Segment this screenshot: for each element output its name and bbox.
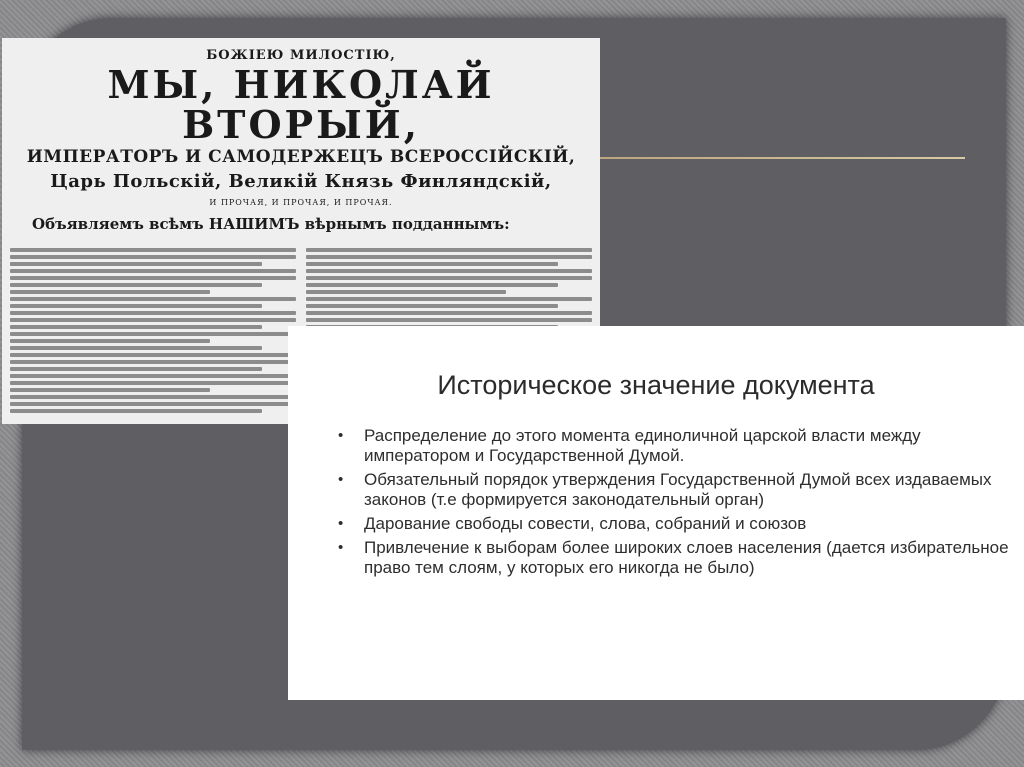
scan-text-line	[10, 360, 296, 364]
scan-text-line	[10, 388, 210, 392]
bullet-text: Привлечение к выборам более широких слоев населения (дается избирательное право тем слоям, у которых его никогда не было)	[364, 538, 1009, 577]
manifesto-line-2: МЫ, НИКОЛАЙ ВТОРЫЙ,	[107, 62, 495, 147]
bullet-dot-icon: •	[338, 427, 344, 444]
scan-text-line	[10, 255, 296, 259]
scan-text-line	[10, 297, 296, 301]
bullet-list	[334, 426, 1014, 582]
bullet-item	[334, 470, 1014, 510]
content-card	[288, 326, 1024, 700]
scan-text-line	[306, 262, 558, 266]
scan-text-line	[10, 339, 210, 343]
scan-text-line	[10, 332, 296, 336]
scan-text-line	[10, 325, 262, 329]
bullet-text: Обязательный порядок утверждения Государственной Думой всех издаваемых законов (т.е формируется законодательный орган)	[364, 470, 992, 509]
bullet-dot-icon: •	[338, 471, 344, 488]
scan-text-line	[10, 353, 296, 357]
scan-text-line	[306, 269, 592, 273]
scan-text-line	[306, 255, 592, 259]
scan-text-line	[10, 283, 262, 287]
scan-text-line	[10, 409, 262, 413]
bullet-item	[334, 538, 1014, 578]
scan-text-line	[10, 304, 262, 308]
bullet-dot-icon: •	[338, 515, 344, 532]
scan-text-line	[306, 283, 558, 287]
manifesto-column-left	[10, 248, 296, 418]
manifesto-line-1: БОЖІЕЮ МИЛОСТІЮ,	[206, 48, 396, 63]
bullet-item	[334, 426, 1014, 466]
scan-text-line	[10, 262, 262, 266]
scan-text-line	[10, 395, 296, 399]
scan-text-line	[306, 248, 592, 252]
scan-text-line	[306, 276, 592, 280]
scan-text-line	[306, 311, 592, 315]
scan-text-line	[306, 304, 558, 308]
scan-text-line	[10, 269, 296, 273]
bullet-dot-icon: •	[338, 539, 344, 556]
scan-text-line	[306, 318, 592, 322]
scan-text-line	[10, 318, 296, 322]
scan-text-line	[306, 297, 592, 301]
manifesto-line-6: Объявляемъ всѣмъ НАШИМЪ вѣрнымъ подданнымъ:	[32, 215, 510, 233]
scan-text-line	[10, 402, 296, 406]
manifesto-line-3: ИМПЕРАТОРЪ И САМОДЕРЖЕЦЪ ВСЕРОССІЙСКІЙ,	[26, 147, 576, 167]
bullet-text: Распределение до этого момента единоличной царской власти между императором и Государственной Думой.	[364, 426, 921, 465]
manifesto-line-5: И ПРОЧАЯ, И ПРОЧАЯ, И ПРОЧАЯ.	[209, 198, 393, 207]
scan-text-line	[306, 290, 506, 294]
bullet-item	[334, 514, 1014, 534]
manifesto-line-4: Царь Польскій, Великій Князь Финляндскій,	[50, 171, 552, 192]
scan-text-line	[10, 367, 262, 371]
scan-text-line	[10, 248, 296, 252]
scan-text-line	[10, 276, 296, 280]
scan-text-line	[10, 311, 296, 315]
scan-text-line	[10, 381, 296, 385]
scan-text-line	[10, 290, 210, 294]
card-title: Историческое значение документа	[437, 370, 875, 400]
scan-text-line	[10, 346, 262, 350]
accent-line	[560, 157, 965, 159]
bullet-text: Дарование свободы совести, слова, собраний и союзов	[364, 514, 807, 533]
scan-text-line	[10, 374, 296, 378]
